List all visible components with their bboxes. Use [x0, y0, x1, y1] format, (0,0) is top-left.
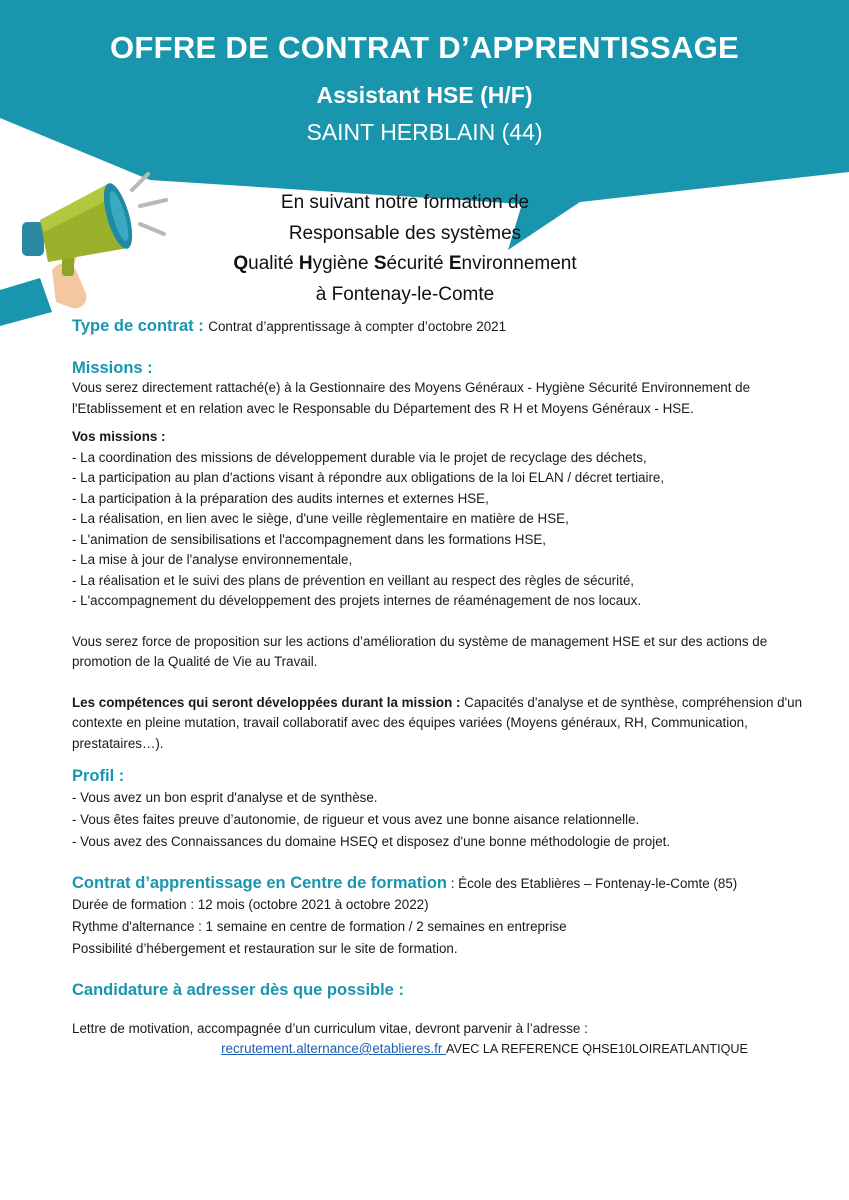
application-reference: AVEC LA REFERENCE QHSE10LOIREATLANTIQUE — [446, 1042, 748, 1056]
job-location: SAINT HERBLAIN (44) — [306, 119, 543, 145]
contract-type — [72, 316, 807, 338]
list-item: - La mise à jour de l'analyse environnementale, — [72, 552, 353, 567]
list-item: - La participation au plan d'actions visant à répondre aux obligations de la loi ELAN / décret tertiaire, — [72, 470, 665, 485]
missions-intro: Vous serez directement rattaché(e) à la Gestionnaire des Moyens Généraux - Hygiène Sécurité Environnement de l'Etablissement et en relation avec le Responsable du Département des R H et Moyens Généraux - HSE. — [72, 380, 751, 416]
profile-heading: Profil : — [72, 767, 125, 785]
list-item: - Vous avez des Connaissances du domaine HSEQ et disposez d'une bonne méthodologie de projet. — [72, 833, 671, 849]
missions-list — [72, 448, 807, 612]
list-item: - La participation à la préparation des audits internes et externes HSE, — [72, 490, 489, 506]
missions-subheading: Vos missions : — [72, 429, 166, 444]
job-title: Assistant HSE (H/F) — [316, 82, 533, 108]
intro-line-4: à Fontenay-le-Comte — [315, 283, 495, 305]
skills-paragraph — [72, 693, 807, 755]
formation-duration: Durée de formation : 12 mois (octobre 2021 à octobre 2022) — [72, 897, 429, 912]
intro-line-2: Responsable des systèmes — [288, 222, 522, 244]
list-item: - La réalisation et le suivi des plans de prévention en veillant au respect des règles de sécurité, — [72, 572, 634, 588]
formation-school: : École des Etablières – Fontenay-le-Comte (85) — [446, 875, 738, 891]
skills-label: Les compétences qui seront développées durant la mission : — [72, 694, 465, 710]
formation-heading: Contrat d’apprentissage en Centre de formation — [72, 873, 447, 892]
megaphone-icon — [0, 170, 180, 330]
list-item: - Vous avez un bon esprit d'analyse et de synthèse. — [72, 789, 378, 805]
formation-header — [72, 873, 807, 895]
contract-type-value: Contrat d’apprentissage à compter d’octobre 2021 — [208, 319, 507, 334]
intro-line-3: Qualité Hygiène Sécurité Environnement — [233, 253, 577, 274]
application-contact — [72, 1039, 807, 1060]
missions-heading: Missions : — [72, 358, 153, 377]
list-item: - L'accompagnement du développement des projets internes de réaménagement de nos locaux. — [72, 593, 642, 608]
profile-list — [72, 787, 807, 853]
list-item: - L'animation de sensibilisations et l'accompagnement dans les formations HSE, — [72, 531, 547, 547]
list-item: - La coordination des missions de développement durable via le projet de recyclage des déchets, — [72, 449, 647, 465]
skills-text: Capacités d'analyse et de synthèse, compréhension d'un contexte en pleine mutation, travail collaboratif avec des équipes variées (Moyens généraux, RH, Communication, prestataires…). — [72, 694, 803, 751]
offer-body — [72, 316, 807, 1060]
intro-line-1: En suivant notre formation de — [280, 192, 530, 213]
list-item: - Vous êtes faites preuve d’autonomie, de rigueur et vous avez une bonne aisance relationnelle. — [72, 811, 640, 827]
formation-intro — [160, 188, 650, 310]
formation-housing: Possibilité d’hébergement et restauration sur le site de formation. — [72, 941, 458, 956]
offer-title: OFFRE DE CONTRAT D’APPRENTISSAGE — [109, 30, 740, 65]
application-heading: Candidature à adresser dès que possible : — [72, 981, 404, 999]
formation-rhythm: Rythme d'alternance : 1 semaine en centre de formation / 2 semaines en entreprise — [72, 919, 567, 934]
list-item: - La réalisation, en lien avec le siège, d'une veille règlementaire en matière de HSE, — [72, 511, 569, 526]
contract-type-label: Type de contrat : — [72, 317, 209, 335]
proposition-text: Vous serez force de proposition sur les actions d’amélioration du système de management HSE et sur des actions de promotion de la Qualité de Vie au Travail. — [72, 633, 768, 669]
application-text: Lettre de motivation, accompagnée d’un curriculum vitae, devront parvenir à l’adresse : — [72, 1020, 588, 1036]
application-email-link[interactable]: recrutement.alternance@etablieres.fr — [221, 1041, 447, 1056]
